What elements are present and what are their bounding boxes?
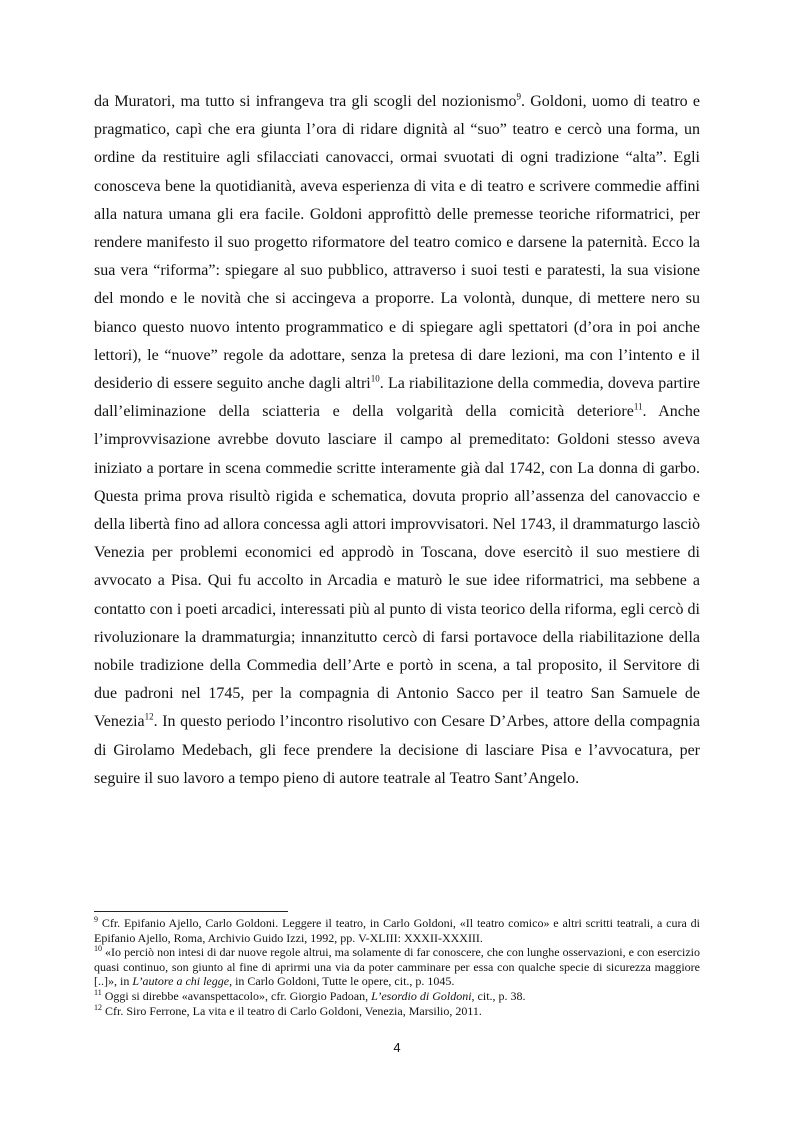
footnote-title-10: L’autore a chi legge	[132, 974, 230, 989]
body-paragraph	[94, 88, 700, 793]
footnote-text-9: Cfr. Epifanio Ajello, Carlo Goldoni. Leggere il teatro, in Carlo Goldoni, «Il teatro comico» e altri scritti teatrali, a cura di Epifanio Ajello, Roma, Archivio Guido Izzi, 1992, pp. V-XLIII: XXXII-XXXIII.	[94, 916, 700, 945]
footnote-number-11: 11	[94, 987, 102, 997]
footnote-number-10: 10	[94, 944, 102, 954]
footnote-9	[94, 916, 700, 945]
body-text-part-3: . La riabilitazione della commedia, doveva partire dall’eliminazione della sciatteria e della volgarità della comicità deteriore	[94, 375, 701, 421]
footnote-text-10-a: «Io perciò non intesi di dar nuove regole altrui, ma solamente di far conoscere, che con lunghe osservazioni, e con esercizio quasi continuo, son giunto al fine di aprirmi una via da poter camminare per essa con qualche specie di sicurezza maggiore [..]», in	[94, 945, 700, 989]
footnote-number-12: 12	[94, 1002, 102, 1012]
footnote-text-11-a: Oggi si direbbe «avanspettacolo», cfr. Giorgio Padoan,	[101, 988, 372, 1003]
footnote-12	[94, 1004, 700, 1019]
footnote-separator	[94, 911, 288, 912]
footnote-text-11-b: , cit., p. 38.	[471, 988, 526, 1003]
footnote-10	[94, 945, 700, 989]
body-text-part-1: da Muratori, ma tutto si infrangeva tra gli scogli del nozionismo	[94, 93, 517, 110]
footnote-title-11: L’esordio di Goldoni	[371, 988, 472, 1003]
footnote-number-9: 9	[94, 915, 98, 924]
body-text-part-5: . In questo periodo l’incontro risolutivo con Cesare D’Arbes, attore della compagnia di Girolamo Medebach, gli fece prendere la decisione di lasciare Pisa e l’avvocatura, per seguire il suo lavoro a tempo pieno di autore teatrale al Teatro Sant’Angelo.	[94, 713, 700, 787]
footnote-ref-11[interactable]: 11	[633, 401, 643, 412]
footnote-ref-9[interactable]: 9	[516, 91, 521, 102]
footnote-ref-12[interactable]: 12	[144, 712, 154, 723]
footnote-ref-10[interactable]: 10	[370, 373, 380, 384]
footnote-text-10-b: , in Carlo Goldoni, Tutte le opere, cit., p. 1045.	[229, 974, 455, 989]
body-text-part-4: . Anche l’improvvisazione avrebbe dovuto lasciare il campo al premeditato: Goldoni stesso aveva iniziato a portare in scena commedie scritte interamente già dal 1742, con La donna di garbo. Questa prima prova risultò rigida e schematica, dovuta proprio all’assenza del canovaccio e della libertà fino ad allora concessa agli attori improvvisatori. Nel 1743, il drammaturgo lasciò Venezia per problemi economici ed approdò in Toscana, dove esercitò il suo mestiere di avvocato a Pisa. Qui fu accolto in Arcadia e maturò le sue idee riformatrici, ma sebbene a contatto con i poeti arcadici, interessati più al punto di vista teorico della riforma, egli cercò di rivoluzionare la drammaturgia; innanzitutto cercò di farsi portavoce della riabilitazione della nobile tradizione della Commedia dell’Arte e portò in scena, a tal proposito, il Servitore di due padroni nel 1745, per la compagnia di Antonio Sacco per il teatro San Samuele de Venezia	[94, 403, 700, 731]
body-text-part-2: . Goldoni, uomo di teatro e pragmatico, capì che era giunta l’ora di ridare dignità al “suo” teatro e cercò una forma, un ordine da restituire agli sfilacciati canovacci, ormai svuotati di ogni tradizione “alta”. Egli conosceva bene la quotidianità, aveva esperienza di vita e di teatro e scrivere commedie affini alla natura umana gli era facile. Goldoni approfittò delle premesse teoriche riformatrici, per rendere manifesto il suo progetto riformatore del teatro comico e darsene la paternità. Ecco la sua vera “riforma”: spiegare al suo pubblico, attraverso i suoi testi e paratesti, la sua visione del mondo e le novità che si accingeva a proporre. La volontà, dunque, di mettere nero su bianco questo nuovo intento programmatico e di spiegare agli spettatori (d’ora in poi anche lettori), le “nuove” regole da adottare, senza la pretesa di dare lezioni, ma con l’intento e il desiderio di essere seguito anche dagli altri	[94, 93, 700, 393]
footnote-text-12: Cfr. Siro Ferrone, La vita e il teatro di Carlo Goldoni, Venezia, Marsilio, 2011.	[102, 1003, 482, 1018]
page-number: 4	[393, 1040, 401, 1055]
footnotes-section	[94, 916, 700, 1018]
footnote-11	[94, 989, 700, 1004]
